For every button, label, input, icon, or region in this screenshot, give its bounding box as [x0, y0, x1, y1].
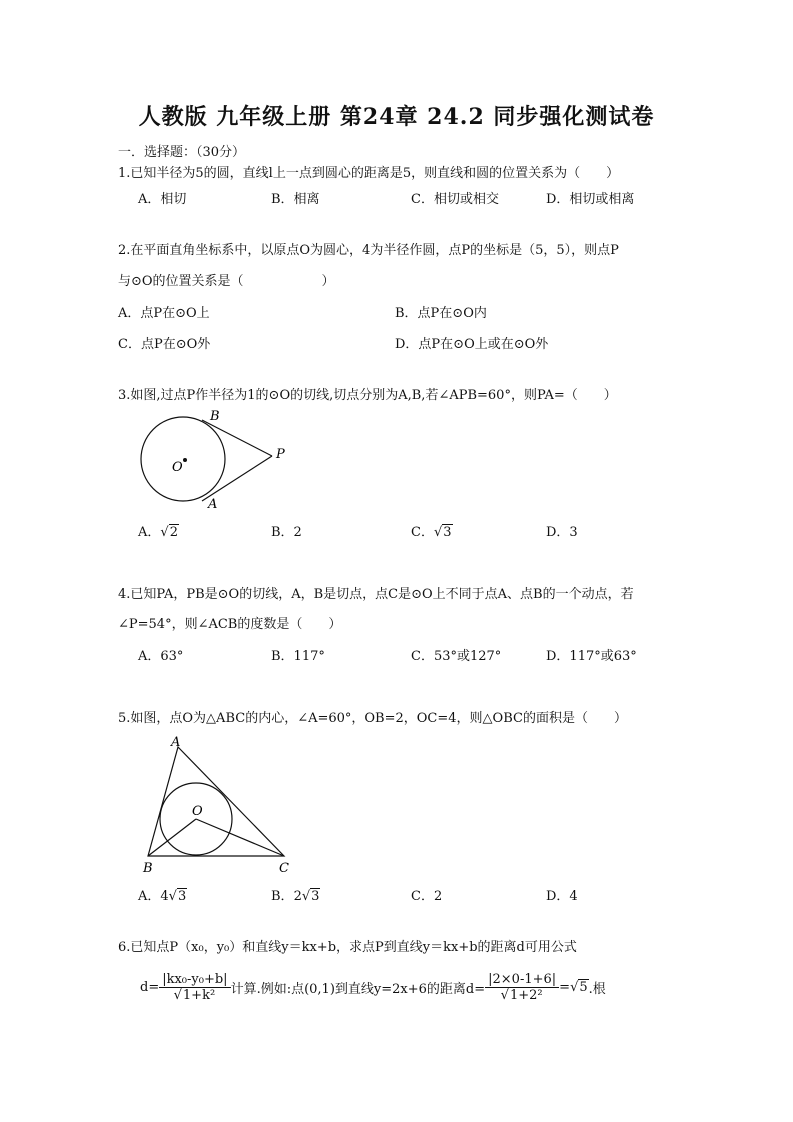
q3-option-c: C．√3: [411, 525, 452, 540]
q1-option-c: C．相切或相交: [411, 192, 499, 207]
sqrt-icon: √: [173, 987, 182, 1003]
q1-stem: 1.已知半径为5的圆，直线l上一点到圆心的距离是5，则直线和圆的位置关系为（ ）: [118, 166, 620, 181]
sqrt-icon: √: [168, 889, 177, 904]
q6-formula-line: d= $\frac{\text{|kx₀-y₀+b|}}{\text{√1+k²}}$ 计算.例如:点(0,1)到直线y=2x+6的距离d= $\frac{|2\times 0-1+6|}{\text{√1+2²}}$ = √ 5 .根: [140, 971, 606, 1003]
q4-option-a: A．63°: [138, 649, 184, 664]
sqrt-icon: √: [500, 987, 509, 1003]
q3-circle: [141, 417, 225, 501]
sqrt-icon: √: [160, 525, 169, 540]
q4-stem-line1: 4.已知PA，PB是⊙O的切线，A，B是切点，点C是⊙O上不同于点A、点B的一个动点，若: [118, 587, 634, 602]
sqrt-icon: √: [301, 889, 311, 904]
q5-segment-ob: [148, 819, 196, 856]
q3-stem: 3.如图,过点P作半径为1的⊙O的切线,切点分别为A,B,若∠APB=60°，则PA=（ ）: [118, 388, 617, 403]
q4-stem-line2: ∠P=54°，则∠ACB的度数是（ ）: [118, 617, 342, 632]
q1-option-d: D．相切或相离: [546, 192, 635, 207]
q1-option-b: B．相离: [271, 192, 320, 207]
q3-option-b: B．2: [271, 525, 302, 540]
q6-example-fraction: $\frac{|2\times 0-1+6|}{\text{√1+2²}}$: [485, 972, 559, 1003]
q5-option-c: C．2: [411, 889, 443, 904]
q6-stem-line1: 6.已知点P（x₀，y₀）和直线y＝kx+b，求点P到直线y＝kx+b的距离d可用公式: [118, 940, 577, 955]
q2-option-c: C．点P在⊙O外: [118, 337, 211, 352]
q4-option-b: B．117°: [271, 649, 325, 664]
q5-label-c: C: [279, 861, 289, 876]
q5-segment-oc: [196, 819, 284, 856]
q3-figure: [130, 404, 300, 516]
q2-option-b: B．点P在⊙O内: [395, 306, 487, 321]
q3-label-o: O: [172, 460, 183, 475]
q5-label-b: B: [143, 861, 153, 876]
q3-option-d: D．3: [546, 525, 578, 540]
q5-option-a: A．4√3: [138, 889, 187, 904]
q4-option-c: C．53°或127°: [411, 649, 502, 664]
q3-option-a: A．√2: [138, 525, 178, 540]
sqrt-icon: √: [570, 979, 579, 995]
sqrt-icon: √: [433, 525, 443, 540]
q2-option-a: A．点P在⊙O上: [118, 306, 210, 321]
q4-option-d: D．117°或63°: [546, 649, 637, 664]
q5-label-a: A: [171, 735, 181, 750]
q2-option-d: D．点P在⊙O上或在⊙O外: [395, 337, 549, 352]
page-title: 人教版 九年级上册 第24章 24.2 同步强化测试卷: [138, 104, 655, 130]
q3-center-dot: [183, 458, 187, 462]
q5-stem: 5.如图，点O为△ABC的内心，∠A=60°，OB=2，OC=4，则△OBC的面积是（ ）: [118, 711, 627, 726]
q5-label-o: O: [192, 804, 203, 819]
q6-formula-fraction: $\frac{\text{|kx₀-y₀+b|}}{\text{√1+k²}}$: [159, 972, 230, 1003]
q5-option-d: D．4: [546, 889, 578, 904]
q3-tangent-pa: [202, 456, 272, 501]
q3-label-a: A: [208, 497, 218, 512]
q5-option-b: B．2√3: [271, 889, 320, 904]
q3-label-p: P: [276, 447, 285, 462]
q3-label-b: B: [210, 409, 220, 424]
q2-stem-line2: 与⊙O的位置关系是（ ）: [118, 274, 335, 289]
section-heading: 一．选择题：（30分）: [118, 145, 246, 160]
q5-figure: [135, 732, 300, 880]
q3-tangent-pb: [202, 420, 272, 456]
q2-stem-line1: 2.在平面直角坐标系中，以原点O为圆心，4为半径作圆，点P的坐标是（5，5），则点P: [118, 243, 619, 258]
q1-option-a: A．相切: [138, 192, 187, 207]
